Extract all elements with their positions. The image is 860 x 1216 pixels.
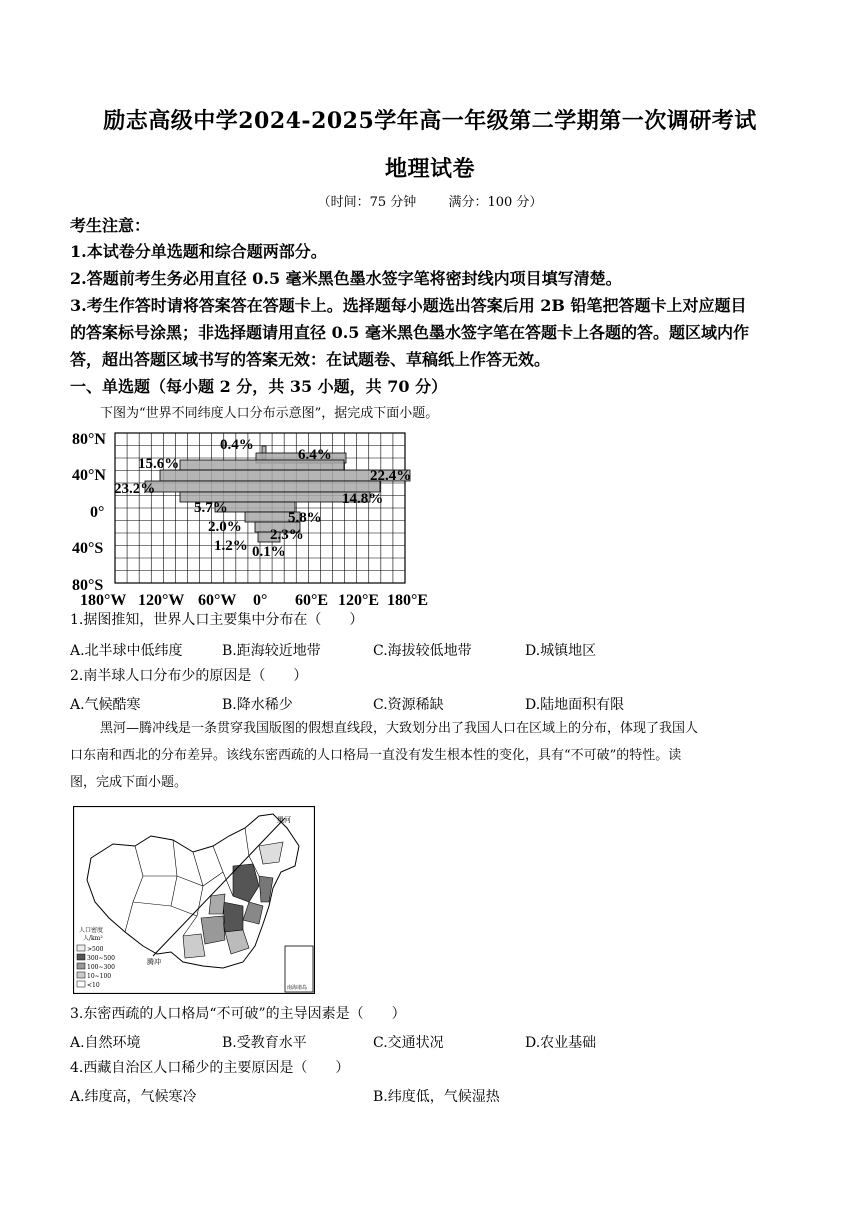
y-label-80s: 80°S [72, 577, 104, 594]
q3-stem: 3.东密西疏的人口格局“不可破”的主导因素是（ ） [70, 1006, 406, 1022]
exam-time: （时间：75 分钟 [317, 195, 417, 210]
x-label-180w: 180°W [80, 592, 127, 609]
section-heading: 一、单选题（每小题 2 分，共 35 小题，共 70 分） [70, 377, 448, 396]
q2-stem: 2.南半球人口分布少的原因是（ ） [70, 668, 308, 684]
x-axis-labels [80, 592, 428, 609]
inset-label: 南海诸岛 [287, 985, 308, 991]
x-label-60e: 60°E [295, 592, 329, 609]
x-label-120w: 120°W [138, 592, 185, 609]
notice-item-3-line3: 答，超出答题区域书写的答案无效：在试题卷、草稿纸上作答无效。 [70, 350, 551, 369]
legend-title: 人口密度 [79, 927, 104, 934]
q4-option-b: B.纬度低，气候湿热 [373, 1089, 500, 1105]
legend-unit: 人/km² [83, 935, 103, 942]
region-label-1-2: 1.2% [214, 538, 248, 554]
x-label-180e: 180°E [387, 592, 429, 609]
q1-option-c: C.海拔较低地带 [373, 643, 472, 659]
legend-item-2: 300~500 [87, 955, 115, 962]
y-label-0: 0° [90, 504, 105, 521]
q1-option-b: B.距海较近地带 [222, 643, 321, 659]
label-tengchong: 腾冲 [147, 958, 161, 966]
exam-score: 满分：100 分） [448, 195, 543, 210]
notice-item-3-line1: 3.考生作答时请将答案答在答题卡上。选择题每小题选出答案后用 2B 铅笔把答题卡上对应题目 [70, 296, 747, 315]
region-label-0-4: 0.4% [220, 437, 254, 453]
y-label-40s: 40°S [72, 540, 104, 557]
x-label-0: 0° [253, 592, 268, 609]
south-china-sea-inset [285, 946, 313, 992]
legend-item-3: 100~300 [87, 964, 115, 971]
q3-option-c: C.交通状况 [373, 1035, 444, 1051]
q3-option-d: D.农业基础 [525, 1035, 597, 1051]
legend-item-1: >500 [87, 946, 104, 953]
q1-option-d: D.城镇地区 [525, 643, 597, 659]
q1-stem: 1.据图推知，世界人口主要集中分布在（ ） [70, 612, 364, 628]
exam-subtitle: 地理试卷 [384, 156, 475, 182]
notice-item-2: 2.答题前考生务必用直径 0.5 毫米黑色墨水签字笔将密封线内项目填写清楚。 [70, 269, 622, 288]
exam-title: 励志高级中学2024-2025学年高一年级第二学期第一次调研考试 [103, 108, 757, 134]
region-label-2-0: 2.0% [208, 519, 242, 535]
q2-option-b: B.降水稀少 [222, 697, 293, 713]
region-label-14-8: 14.8% [342, 491, 384, 507]
y-label-40n: 40°N [72, 467, 106, 484]
region-label-15-6: 15.6% [138, 456, 180, 472]
intro-china-line2: 口东南和西北的分布差异。该线东密西疏的人口格局一直没有发生根本性的变化，具有“不可破”的特性。读 [70, 748, 682, 763]
legend-item-5: <10 [87, 982, 100, 989]
intro-china-line3: 图，完成下面小题。 [70, 775, 188, 790]
world-population-latitude-figure [70, 425, 450, 610]
q2-option-c: C.资源稀缺 [373, 697, 444, 713]
q2-option-a: A.气候酷寒 [70, 697, 141, 713]
region-label-5-7: 5.7% [194, 500, 228, 516]
region-label-5-8: 5.8% [288, 510, 322, 526]
region-label-23-2: 23.2% [114, 481, 156, 497]
intro-world: 下图为“世界不同纬度人口分布示意图”，据完成下面小题。 [100, 406, 439, 421]
label-heihe: 黑河 [277, 816, 291, 824]
legend-item-4: 10~100 [87, 973, 112, 980]
x-label-120e: 120°E [338, 592, 380, 609]
region-label-22-4: 22.4% [370, 468, 412, 484]
q4-option-a: A.纬度高，气候寒冷 [70, 1089, 197, 1105]
exam-meta [0, 191, 860, 210]
region-label-0-1: 0.1% [252, 544, 286, 560]
notice-heading: 考生注意： [70, 216, 151, 235]
q2-option-d: D.陆地面积有限 [525, 697, 625, 713]
q1-option-a: A.北半球中低纬度 [70, 643, 183, 659]
y-label-80n: 80°N [72, 431, 106, 448]
notice-item-1: 1.本试卷分单选题和综合题两部分。 [70, 242, 327, 261]
china-population-density-map [73, 806, 315, 994]
y-axis-labels [72, 431, 106, 594]
intro-china-line1: 黑河—腾冲线是一条贯穿我国版图的假想直线段，大致划分出了我国人口在区域上的分布，体现了我国人 [100, 721, 699, 736]
notice-item-3-line2: 的答案标号涂黑；非选择题请用直径 0.5 毫米黑色墨水签字笔在答题卡上各题的答。题区域内作 [70, 323, 749, 342]
region-label-2-3: 2.3% [270, 527, 304, 543]
q3-option-a: A.自然环境 [70, 1035, 141, 1051]
region-label-6-4: 6.4% [298, 447, 332, 463]
x-label-60w: 60°W [198, 592, 237, 609]
q3-option-b: B.受教育水平 [222, 1035, 307, 1051]
q4-stem: 4.西藏自治区人口稀少的主要原因是（ ） [70, 1060, 350, 1076]
